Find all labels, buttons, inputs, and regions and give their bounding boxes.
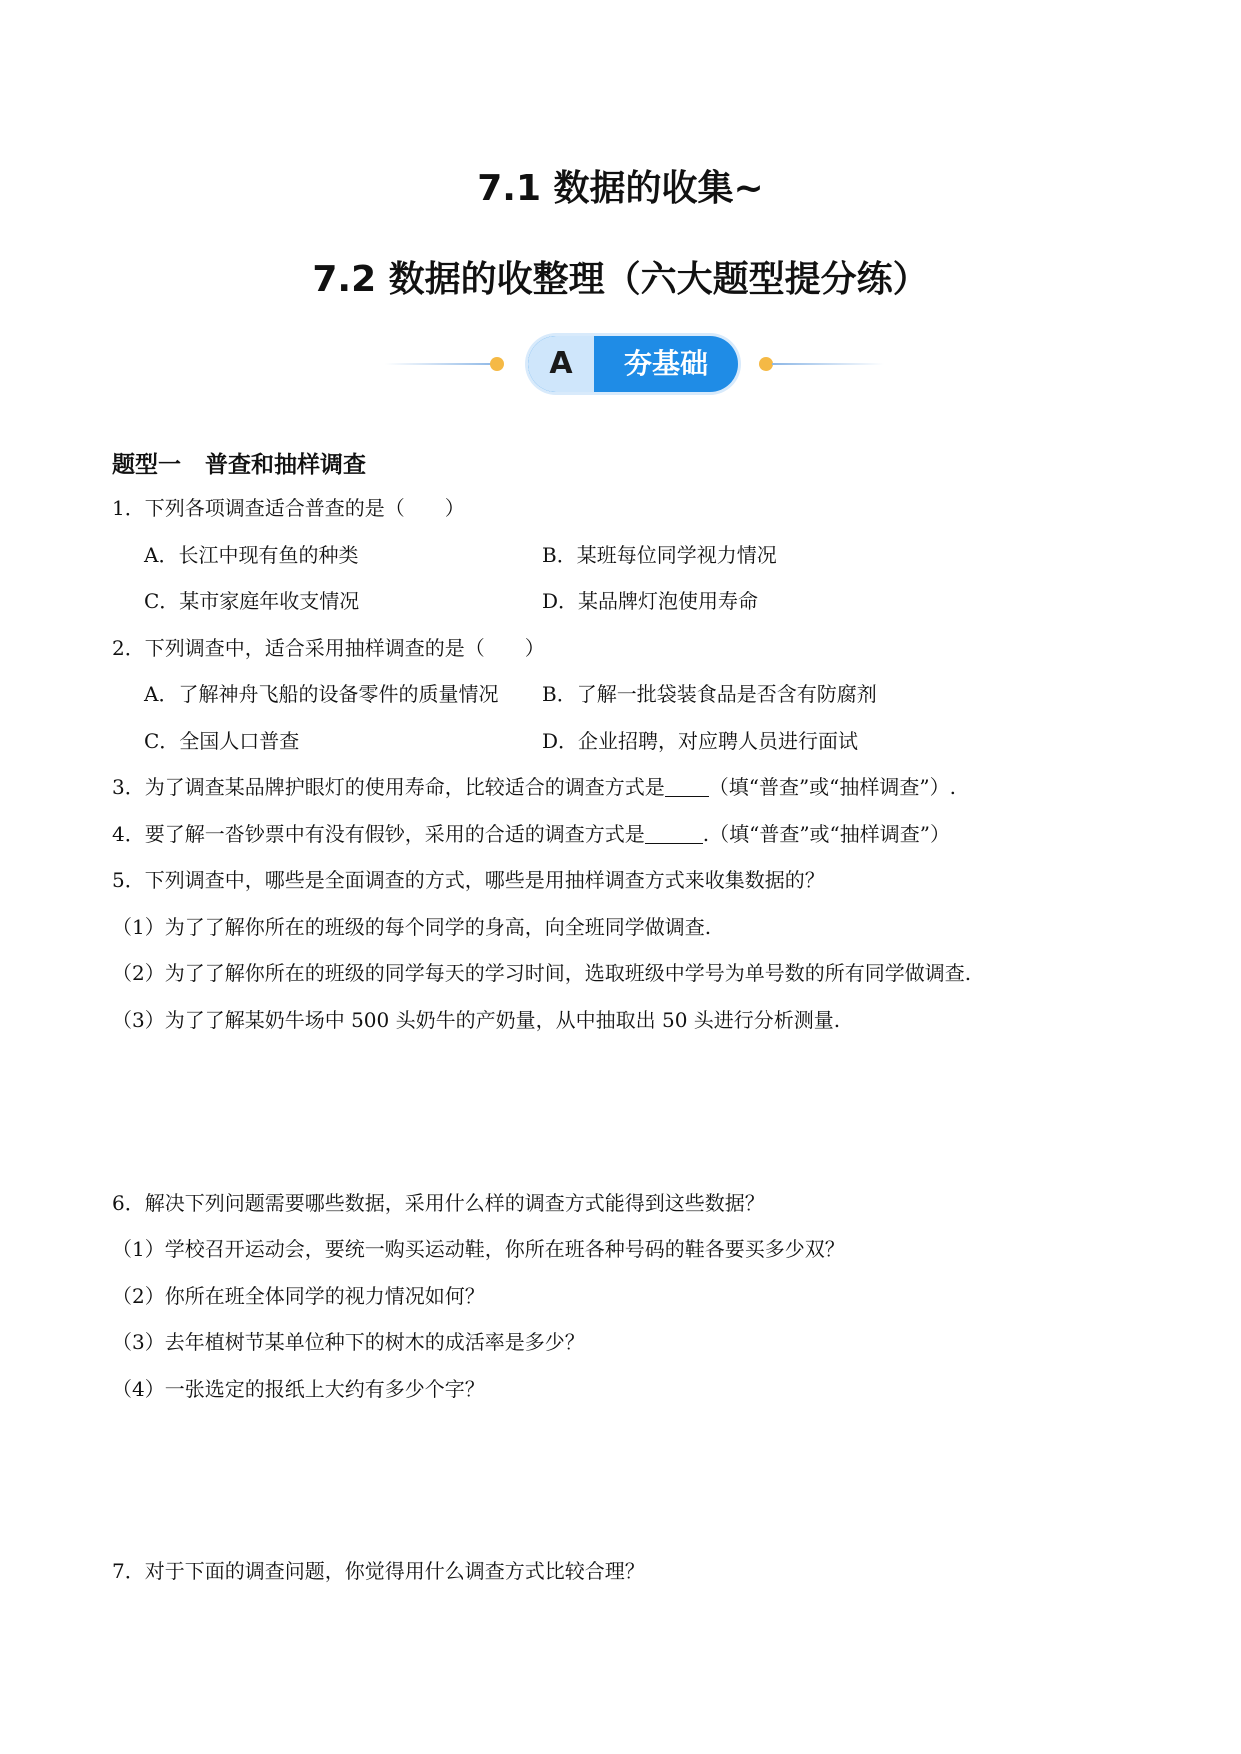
question-4-stem-end: .（填“普查”或“抽样调查”） (702, 822, 950, 846)
level-badge (528, 336, 738, 392)
question-5-stem: 5．下列调查中，哪些是全面调查的方式，哪些是用抽样调查方式来收集数据的？ (112, 868, 825, 892)
question-6-stem: 6．解决下列问题需要哪些数据，采用什么样的调查方式能得到这些数据？ (112, 1191, 765, 1215)
question-2-stem: 2．下列调查中，适合采用抽样调查的是（ ） (112, 636, 545, 660)
section-label: 题型一 (112, 452, 181, 478)
question-7-stem: 7．对于下面的调查问题，你觉得用什么调查方式比较合理？ (112, 1559, 645, 1583)
question-3-stem: 3．为了调查某品牌护眼灯的使用寿命，比较适合的调查方式是 (112, 775, 665, 799)
question-5-sub-3: （3）为了了解某奶牛场中 500 头奶牛的产奶量，从中抽取出 50 头进行分析测量. (112, 1008, 841, 1032)
decor-line-left (385, 363, 497, 365)
question-2-option-c: C．全国人口普查 (144, 729, 300, 753)
badge-letter: A (528, 336, 594, 392)
question-2-option-d: D．企业招聘，对应聘人员进行面试 (542, 729, 859, 753)
title-line-1: 7.1 数据的收集~ (477, 168, 764, 209)
question-3-stem-end: （填“普查”或“抽样调查”）. (708, 775, 956, 799)
decor-dot-right (759, 357, 773, 371)
question-2-option-b: B．了解一批袋装食品是否含有防腐剂 (542, 682, 877, 706)
question-1-option-b: B．某班每位同学视力情况 (542, 543, 777, 567)
question-1-option-a: A．长江中现有鱼的种类 (144, 543, 359, 567)
question-5-sub-2: （2）为了了解你所在的班级的同学每天的学习时间，选取班级中学号为单号数的所有同学做调查. (112, 961, 972, 985)
badge-text: 夯基础 (623, 347, 708, 380)
question-4 (112, 818, 950, 847)
question-5-sub-1: （1）为了了解你所在的班级的每个同学的身高，向全班同学做调查. (112, 915, 712, 939)
section-heading (112, 446, 366, 479)
question-6-sub-2: （2）你所在班全体同学的视力情况如何？ (112, 1284, 485, 1308)
question-6-sub-1: （1）学校召开运动会，要统一购买运动鞋，你所在班各种号码的鞋各要买多少双？ (112, 1237, 845, 1261)
question-3 (112, 771, 956, 800)
level-badge-banner (0, 334, 1241, 394)
title-line-2: 7.2 数据的收整理（六大题型提分练） (312, 259, 929, 300)
decor-dot-left (490, 357, 504, 371)
decor-line-right (772, 363, 884, 365)
question-6-sub-3: （3）去年植树节某单位种下的树木的成活率是多少？ (112, 1330, 585, 1354)
section-name: 普查和抽样调查 (205, 452, 366, 478)
question-6-sub-4: （4）一张选定的报纸上大约有多少个字？ (112, 1377, 485, 1401)
question-2-option-a: A．了解神舟飞船的设备零件的质量情况 (144, 682, 499, 706)
answer-blank (645, 823, 703, 844)
question-1-option-c: C．某市家庭年收支情况 (144, 589, 360, 613)
answer-blank (665, 776, 709, 797)
question-1-stem: 1．下列各项调查适合普查的是（ ） (112, 496, 465, 520)
question-1-option-d: D．某品牌灯泡使用寿命 (542, 589, 759, 613)
question-4-stem: 4．要了解一沓钞票中有没有假钞，采用的合适的调查方式是 (112, 822, 645, 846)
